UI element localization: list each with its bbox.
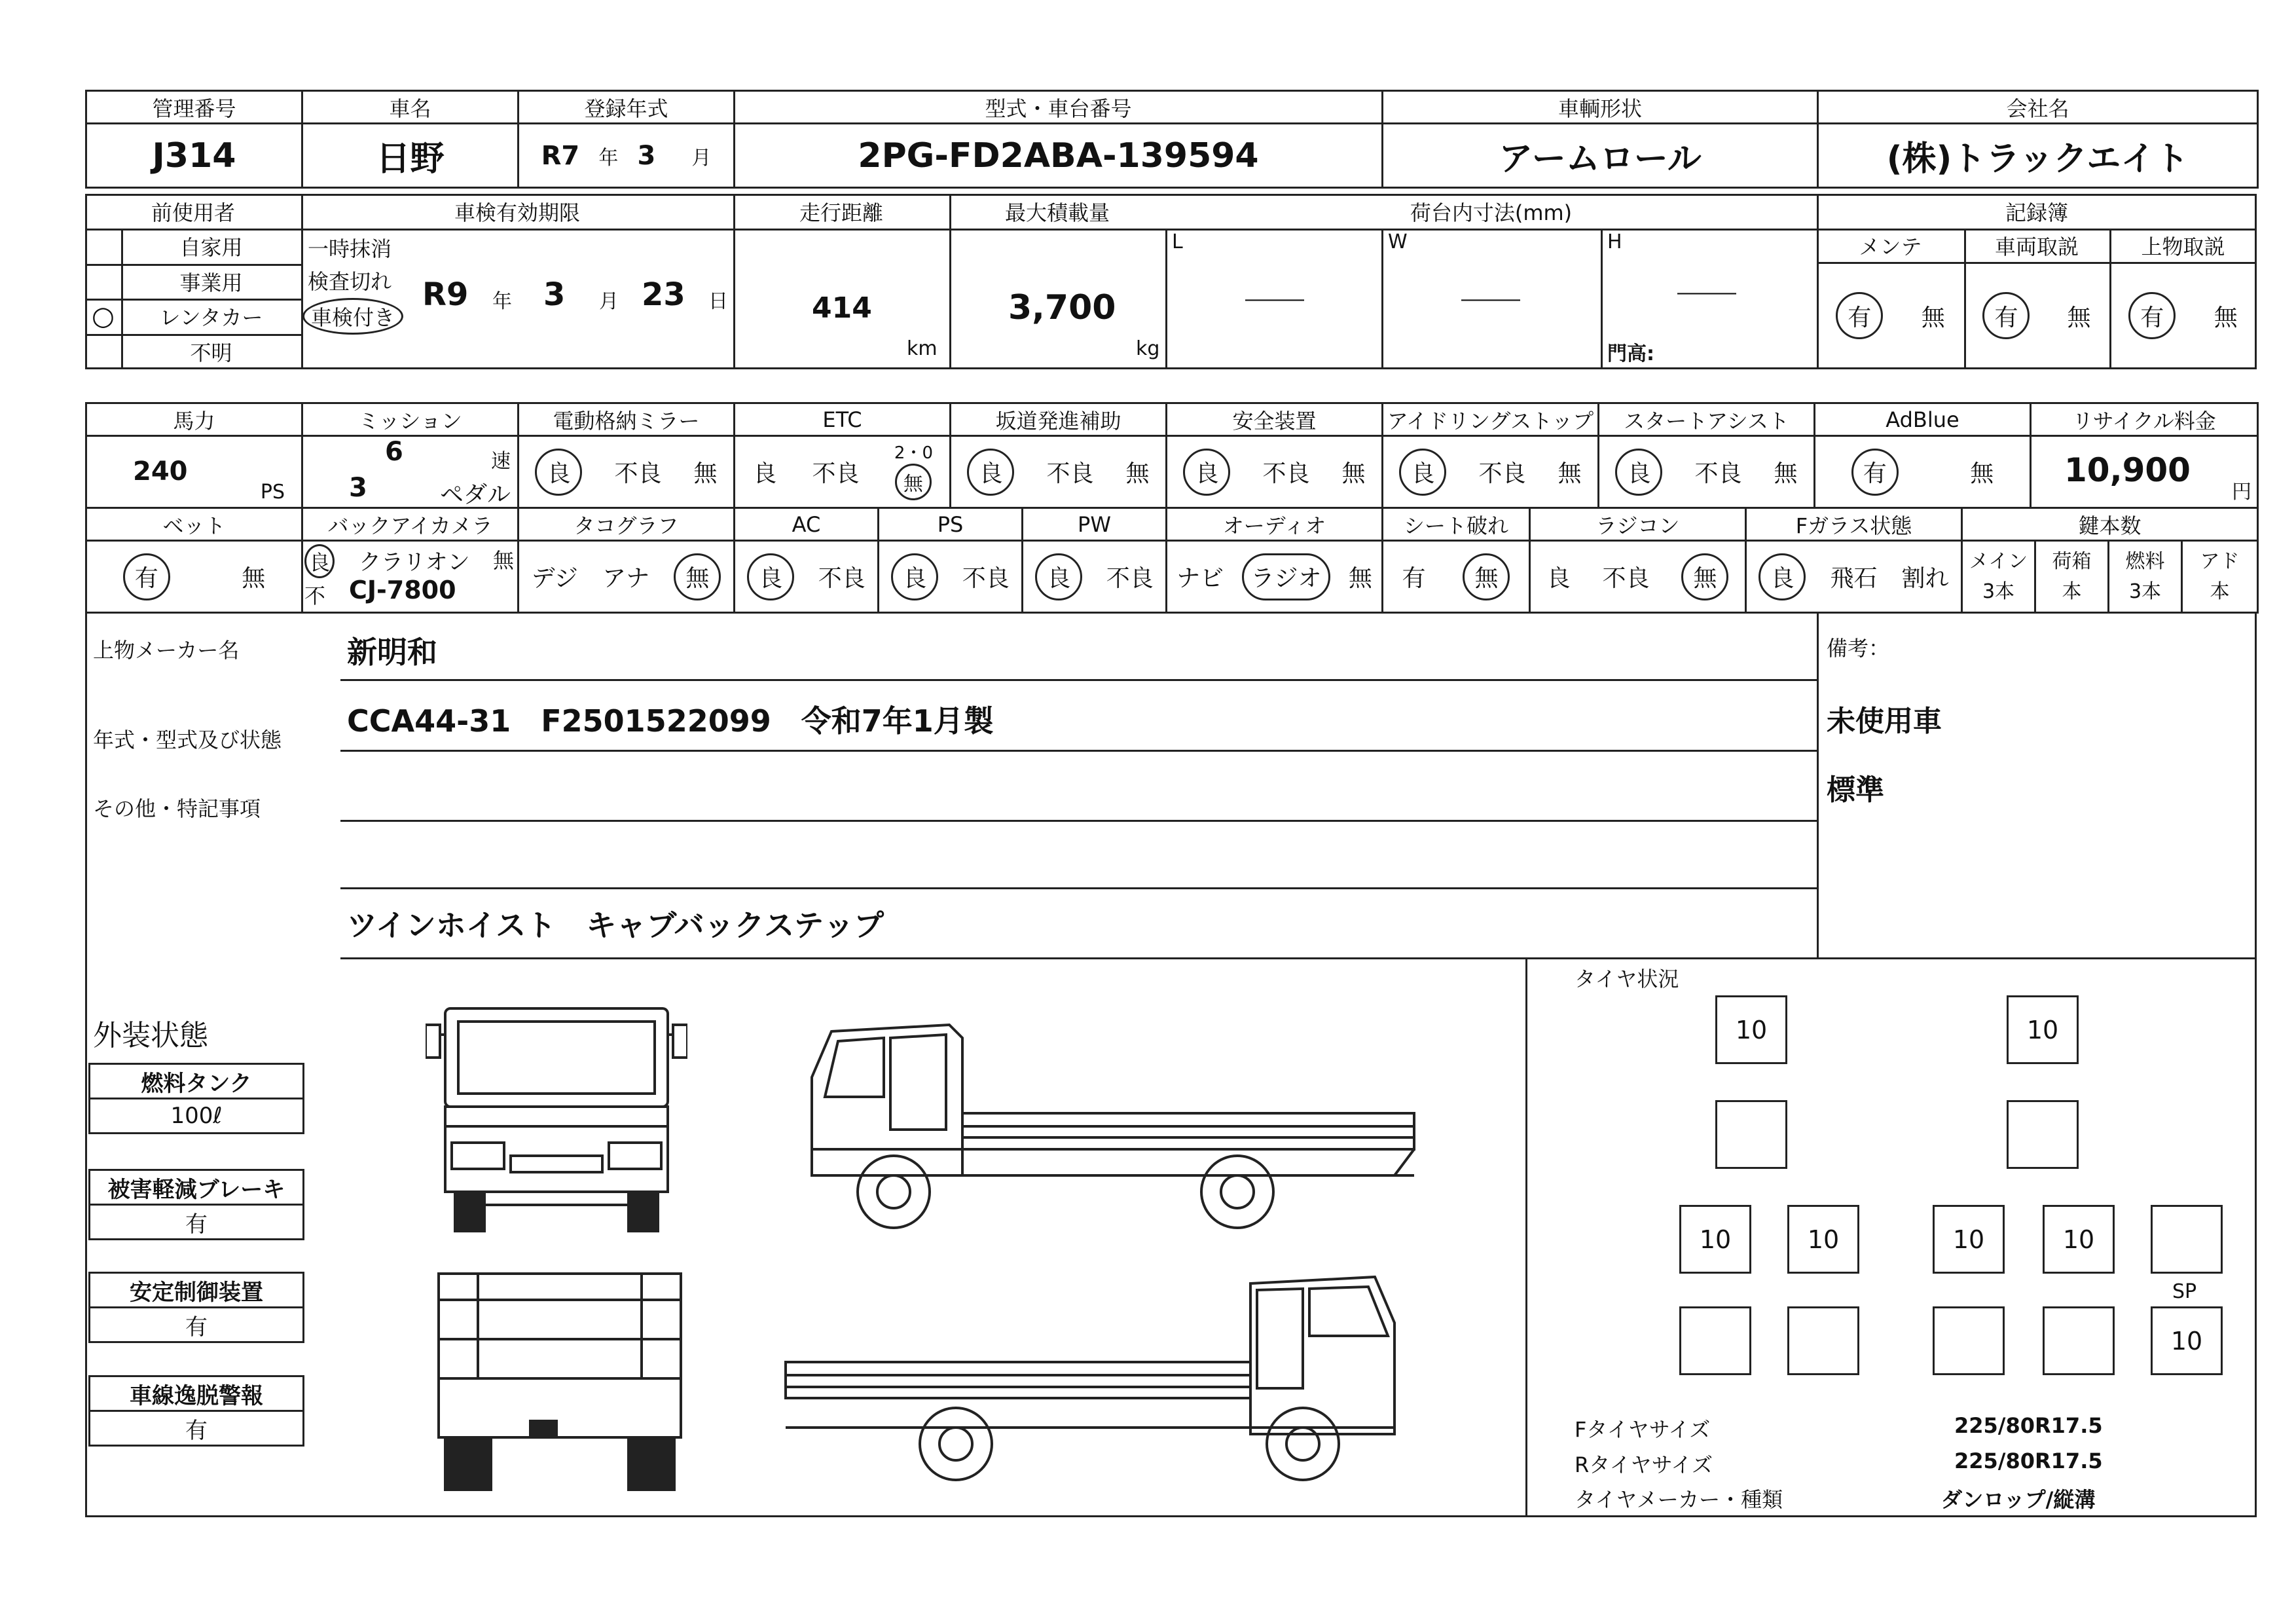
insp-day: 23 [642, 276, 685, 313]
label-hill-assist: 坂道発進補助 [951, 403, 1167, 436]
fuel-tank-value: 100ℓ [170, 1103, 223, 1129]
dim-H-value: ――― [1677, 282, 1736, 304]
label-hp: 馬力 [86, 403, 302, 436]
dim-W-value: ――― [1461, 288, 1520, 311]
tire-rear-left-inner: 10 [1787, 1205, 1859, 1274]
tire-front2-right [2007, 1100, 2079, 1169]
mileage-unit: km [907, 337, 938, 360]
etc-none: 無 [895, 464, 932, 500]
seat-yes: 有 [1402, 565, 1426, 592]
seat-no: 無 [1463, 553, 1510, 600]
keys-fuel-value: 3本 [2128, 580, 2162, 603]
maker-value: 新明和 [347, 635, 437, 670]
insp-era: R9 [422, 276, 469, 313]
pw-bad: 不良 [1106, 565, 1154, 592]
user-unknown: 不明 [190, 341, 232, 365]
camera-model: CJ-7800 [349, 576, 456, 604]
glass-good: 良 [1758, 553, 1806, 600]
label-katashiki: 型式・車台番号 [735, 91, 1383, 124]
tire-rear-right-inner: 10 [1933, 1205, 2005, 1274]
tire-maker: ダンロップ/縦溝 [1941, 1487, 2096, 1512]
brake-value: 有 [185, 1211, 208, 1238]
year-era: R7 [541, 140, 580, 171]
company-value: (株)トラックエイト [1818, 124, 2258, 188]
year-month: 3 [637, 140, 656, 171]
label-load: 最大積載量 [1004, 200, 1110, 225]
header-table [85, 90, 2259, 189]
mirror-none: 無 [693, 460, 718, 487]
label-glass: Fガラス状態 [1746, 508, 1962, 541]
lane-label: 車線逸脱警報 [90, 1377, 302, 1412]
hp-unit: PS [260, 481, 285, 504]
start-none: 無 [1774, 460, 1798, 487]
other-value: ツインホイスト キャブバックステップ [347, 908, 884, 943]
label-dims: 荷台内寸法(mm) [1410, 200, 1573, 225]
insp-year-unit: 年 [492, 290, 512, 313]
gears-unit: 速 [491, 450, 511, 473]
camera-good: 良 [304, 544, 335, 578]
dim-H-label: H [1607, 231, 1622, 253]
rec-vehicle-yes: 有 [1982, 292, 2030, 339]
truck-front-diagram [426, 995, 687, 1244]
other-label: その他・特記事項 [93, 796, 261, 821]
tire-rear-left-outer: 10 [1679, 1205, 1751, 1274]
mileage-value: 414 [812, 291, 872, 325]
taco-none: 無 [674, 553, 721, 600]
dim-L-label: L [1172, 231, 1183, 253]
taco-analog: アナ [602, 565, 650, 592]
equipment-table-1 [85, 402, 2259, 509]
insp-day-unit: 日 [708, 290, 728, 313]
r-tire-size: 225/80R17.5 [1954, 1449, 2103, 1473]
tire-rear2-left-outer [1679, 1306, 1751, 1375]
glass-crack: 割れ [1901, 565, 1949, 592]
label-idling-stop: アイドリングストップ [1383, 403, 1599, 436]
rec-body-manual-label: 上物取説 [2141, 234, 2225, 259]
exterior-lane [88, 1375, 304, 1447]
keys-fuel [2109, 541, 2182, 613]
ac-good: 良 [747, 553, 794, 600]
glass-chip: 飛石 [1830, 565, 1878, 592]
camera-bad: 不 [304, 583, 326, 608]
safety-good: 良 [1183, 449, 1230, 496]
recycle-cell [2031, 436, 2258, 508]
spare-label: SP [2172, 1280, 2197, 1303]
rec-vehicle-manual-label: 車両取説 [1994, 234, 2079, 259]
audio-radio: ラジオ [1242, 553, 1330, 600]
exterior-brake [88, 1169, 304, 1240]
tire-front-left: 10 [1715, 995, 1787, 1064]
insp-month-unit: 月 [599, 290, 619, 313]
ps-bad: 不良 [962, 565, 1010, 592]
adblue-yes: 有 [1851, 449, 1899, 496]
label-bed: ベット [86, 508, 302, 541]
gate-height-label: 門高: [1607, 342, 1654, 365]
label-radicon: ラジコン [1530, 508, 1746, 541]
tire-front-right: 10 [2007, 995, 2079, 1064]
remarks-line-1: 未使用車 [1827, 705, 1942, 738]
truck-side-diagram-1 [799, 1012, 1421, 1247]
start-good: 良 [1615, 449, 1662, 496]
taco-digital: デジ [531, 565, 578, 592]
insp-month: 3 [543, 276, 566, 313]
label-ps: PS [879, 508, 1023, 541]
label-recycle: リサイクル料金 [2031, 403, 2258, 436]
user-rental: レンタカー [159, 305, 263, 330]
load-value: 3,700 [1008, 288, 1116, 327]
camera-brand: クラリオン [359, 549, 470, 576]
keys-box-value: 本 [2062, 580, 2082, 603]
r-tire-size-label: Rタイヤサイズ [1575, 1452, 1713, 1477]
camera-none: 無 [492, 548, 514, 573]
truck-rear-diagram [432, 1261, 687, 1496]
tire-rear2-left-inner [1787, 1306, 1859, 1375]
tire-rear2-right-inner [1933, 1306, 2005, 1375]
keys-box-label: 荷箱 [2052, 549, 2092, 573]
rental-selected-mark: ○ [92, 301, 115, 331]
start-bad: 不良 [1694, 460, 1742, 487]
audio-navi: ナビ [1176, 565, 1224, 592]
f-tire-size-label: Fタイヤサイズ [1575, 1417, 1711, 1442]
gears-value: 6 [385, 437, 403, 467]
rec-maint-label: メンテ [1859, 234, 1922, 259]
hp-cell [86, 436, 302, 508]
adblue-no: 無 [1970, 460, 1994, 487]
keys-box [2035, 541, 2109, 613]
recycle-value: 10,900 [2064, 451, 2191, 489]
label-tachograph: タコグラフ [519, 508, 735, 541]
tire-spare: 10 [2151, 1306, 2223, 1375]
keys-main-value: 3本 [1982, 580, 2015, 603]
insp-opt-massho: 一時抹消 [308, 236, 392, 261]
radicon-none: 無 [1681, 553, 1728, 600]
dim-W-label: W [1388, 231, 1408, 253]
rec-vehicle-no: 無 [2067, 304, 2091, 331]
etc-version: 2・0 [894, 443, 933, 463]
tire-maker-label: タイヤメーカー・種類 [1575, 1487, 1783, 1512]
truck-side-diagram-2 [779, 1270, 1408, 1493]
label-records: 記録簿 [2005, 200, 2068, 225]
pedals-value: 3 [349, 473, 367, 503]
safety-bad: 不良 [1262, 460, 1310, 487]
keys-fuel-label: 燃料 [2125, 549, 2165, 573]
bed-yes: 有 [123, 553, 170, 600]
keys-ad [2182, 541, 2258, 613]
label-ac: AC [735, 508, 879, 541]
label-audio: オーディオ [1167, 508, 1383, 541]
year-model-value: CCA44-31 F2501522099 令和7年1月製 [347, 703, 994, 739]
mirror-good: 良 [535, 449, 582, 496]
stability-label: 安定制御装置 [90, 1274, 302, 1308]
pedals-unit: ペダル [439, 481, 511, 508]
idling-none: 無 [1558, 460, 1582, 487]
label-etc: ETC [735, 403, 951, 436]
user-jigyoyo: 事業用 [179, 270, 243, 295]
user-jikayo: 自家用 [179, 235, 243, 260]
equipment-table-2 [85, 507, 2259, 614]
pw-good: 良 [1035, 553, 1082, 600]
rec-body-no: 無 [2214, 304, 2238, 331]
label-mileage: 走行距離 [799, 200, 883, 225]
keys-ad-value: 本 [2210, 580, 2230, 603]
label-inspection: 車検有効期限 [454, 200, 580, 225]
label-mirror: 電動格納ミラー [519, 403, 735, 436]
tire-front2-left [1715, 1100, 1787, 1169]
tire-status-label: タイヤ状況 [1575, 967, 1679, 991]
safety-none: 無 [1341, 460, 1366, 487]
year-model-label: 年式・型式及び状態 [93, 728, 282, 752]
mirror-bad: 不良 [614, 460, 662, 487]
bed-no: 無 [242, 565, 266, 592]
label-seat: シート破れ [1383, 508, 1530, 541]
tire-extra-1 [2151, 1205, 2223, 1274]
hill-none: 無 [1125, 460, 1150, 487]
insp-opt-tsuki: 車検付き [302, 298, 403, 335]
exterior-fuel-tank [88, 1063, 304, 1134]
rec-body-yes: 有 [2128, 292, 2176, 339]
brake-label: 被害軽減ブレーキ [90, 1171, 302, 1206]
keijo-value: アームロール [1383, 124, 1818, 188]
stability-value: 有 [185, 1314, 208, 1340]
tire-rear2-right-outer [2043, 1306, 2115, 1375]
label-keys: 鍵本数 [1962, 508, 2258, 541]
hill-good: 良 [967, 449, 1014, 496]
label-back-camera: バックアイカメラ [302, 508, 519, 541]
label-company: 会社名 [1818, 91, 2258, 124]
label-kanri: 管理番号 [86, 91, 302, 124]
etc-bad: 不良 [812, 460, 860, 487]
camera-cell [302, 541, 519, 613]
tire-rear-right-outer: 10 [2043, 1205, 2115, 1274]
label-adblue: AdBlue [1815, 403, 2031, 436]
label-start-assist: スタートアシスト [1599, 403, 1815, 436]
exterior-title: 外装状態 [93, 1019, 208, 1052]
keys-main [1962, 541, 2035, 613]
idling-good: 良 [1399, 449, 1446, 496]
year-unit: 年 [598, 146, 619, 170]
radicon-good: 良 [1546, 565, 1571, 592]
label-year: 登録年式 [519, 91, 735, 124]
idling-bad: 不良 [1478, 460, 1526, 487]
keys-main-label: メイン [1969, 549, 2028, 573]
ac-bad: 不良 [818, 565, 866, 592]
label-keijo: 車輌形状 [1383, 91, 1818, 124]
radicon-bad: 不良 [1602, 565, 1650, 592]
rec-maint-yes: 有 [1836, 292, 1883, 339]
f-tire-size: 225/80R17.5 [1954, 1413, 2103, 1438]
year-cell [519, 124, 735, 188]
audio-none: 無 [1348, 565, 1372, 592]
hill-bad: 不良 [1046, 460, 1094, 487]
month-unit: 月 [691, 146, 712, 170]
keys-ad-label: アド [2200, 549, 2240, 573]
hp-value: 240 [133, 456, 188, 487]
exterior-stability [88, 1272, 304, 1343]
label-prev-user: 前使用者 [151, 200, 235, 225]
shamei-value: 日野 [302, 124, 519, 188]
ps-good: 良 [891, 553, 938, 600]
label-shamei: 車名 [302, 91, 519, 124]
remarks-line-2: 標準 [1827, 773, 1884, 807]
fuel-tank-label: 燃料タンク [90, 1065, 302, 1099]
load-unit: kg [1136, 337, 1160, 360]
remarks-label: 備考： [1827, 636, 1890, 661]
mission-cell [302, 436, 519, 508]
rec-maint-no: 無 [1921, 304, 1945, 331]
recycle-unit: 円 [2232, 481, 2251, 504]
katashiki-value: 2PG-FD2ABA-139594 [735, 124, 1383, 188]
kanri-value: J314 [86, 124, 302, 188]
label-mission: ミッション [302, 403, 519, 436]
insp-opt-kireru: 検査切れ [308, 269, 392, 294]
maker-label: 上物メーカー名 [93, 638, 240, 663]
etc-good: 良 [753, 460, 777, 487]
dim-L-value: ――― [1245, 288, 1304, 311]
lane-value: 有 [185, 1417, 208, 1444]
label-pw: PW [1023, 508, 1167, 541]
label-safety: 安全装置 [1167, 403, 1383, 436]
